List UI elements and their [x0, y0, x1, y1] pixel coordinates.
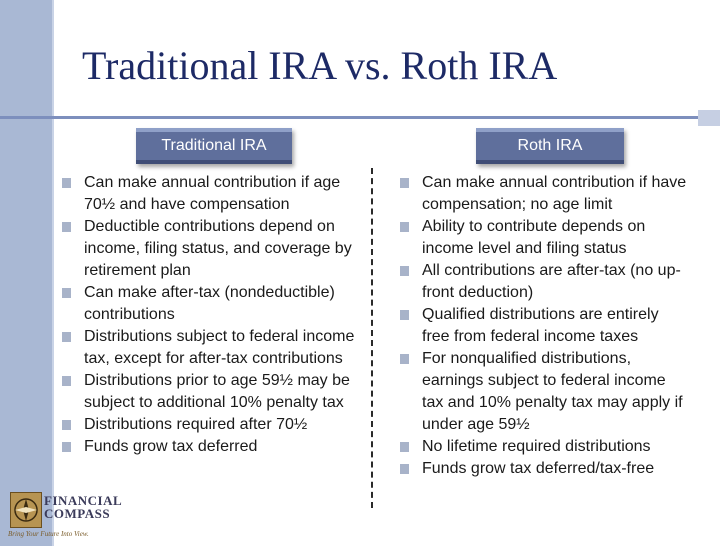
list-item	[400, 436, 690, 458]
list-item-text: Distributions subject to federal income tax, except for after-tax contributions	[84, 328, 355, 367]
logo-name-line2: COMPASS	[44, 506, 111, 521]
bullet-icon	[400, 266, 409, 276]
bullet-icon	[62, 178, 71, 188]
list-item	[400, 216, 690, 260]
list-item	[400, 348, 690, 436]
list-item-text: Funds grow tax deferred/tax-free	[422, 460, 655, 477]
column-divider	[371, 168, 373, 508]
compass-icon-graphic	[11, 493, 41, 527]
traditional-ira-list	[62, 172, 362, 458]
left-accent-bar	[0, 0, 52, 546]
list-item	[400, 304, 690, 348]
list-item-text: Distributions prior to age 59½ may be subject to additional 10% penalty tax	[84, 372, 350, 411]
list-item-text: Can make annual contribution if have compensation; no age limit	[422, 174, 687, 213]
list-item	[62, 282, 362, 326]
bullet-icon	[62, 376, 71, 386]
bullet-icon	[62, 222, 71, 232]
list-item	[62, 216, 362, 282]
bullet-icon	[400, 178, 409, 188]
bullet-icon	[400, 222, 409, 232]
logo-tagline: Bring Your Future Into View.	[8, 530, 89, 538]
list-item-text: All contributions are after-tax (no up-front deduction)	[422, 262, 681, 301]
roth-ira-list	[400, 172, 690, 480]
bullet-icon	[62, 442, 71, 452]
list-item-text: For nonqualified distributions, earnings subject to federal income tax and 10% penalty tax may apply if under age 59½	[422, 350, 683, 433]
list-item	[62, 414, 362, 436]
roth-ira-header-label: Roth IRA	[517, 137, 583, 154]
list-item	[62, 370, 362, 414]
bullet-icon	[62, 288, 71, 298]
left-accent-stripe	[52, 0, 54, 546]
title-underline-end	[698, 110, 720, 126]
list-item	[62, 326, 362, 370]
list-item-text: Qualified distributions are entirely free from federal income taxes	[422, 306, 659, 345]
logo-wordmark	[44, 494, 134, 520]
list-item-text: Ability to contribute depends on income level and filing status	[422, 218, 646, 257]
list-item-text: Funds grow tax deferred	[84, 438, 258, 455]
bullet-icon	[400, 464, 409, 474]
bullet-icon	[400, 354, 409, 364]
bullet-icon	[400, 310, 409, 320]
traditional-ira-header-label: Traditional IRA	[161, 137, 267, 154]
list-item	[62, 436, 362, 458]
financial-compass-logo	[4, 490, 144, 544]
compass-icon	[10, 492, 42, 528]
roth-ira-header	[476, 128, 624, 164]
bullet-icon	[62, 332, 71, 342]
bullet-icon	[62, 420, 71, 430]
list-item-text: No lifetime required distributions	[422, 438, 651, 455]
list-item	[400, 260, 690, 304]
list-item	[62, 172, 362, 216]
list-item	[400, 458, 690, 480]
list-item-text: Distributions required after 70½	[84, 416, 308, 433]
traditional-ira-header	[136, 128, 292, 164]
slide-title: Traditional IRA vs. Roth IRA	[82, 43, 558, 88]
logo-name-line1: FINANCIAL	[44, 493, 123, 508]
list-item-text: Deductible contributions depend on income, filing status, and coverage by retirement plan	[84, 218, 352, 279]
list-item-text: Can make annual contribution if age 70½ and have compensation	[84, 174, 341, 213]
bullet-icon	[400, 442, 409, 452]
list-item-text: Can make after-tax (nondeductible) contributions	[84, 284, 335, 323]
title-underline	[0, 116, 710, 119]
list-item	[400, 172, 690, 216]
